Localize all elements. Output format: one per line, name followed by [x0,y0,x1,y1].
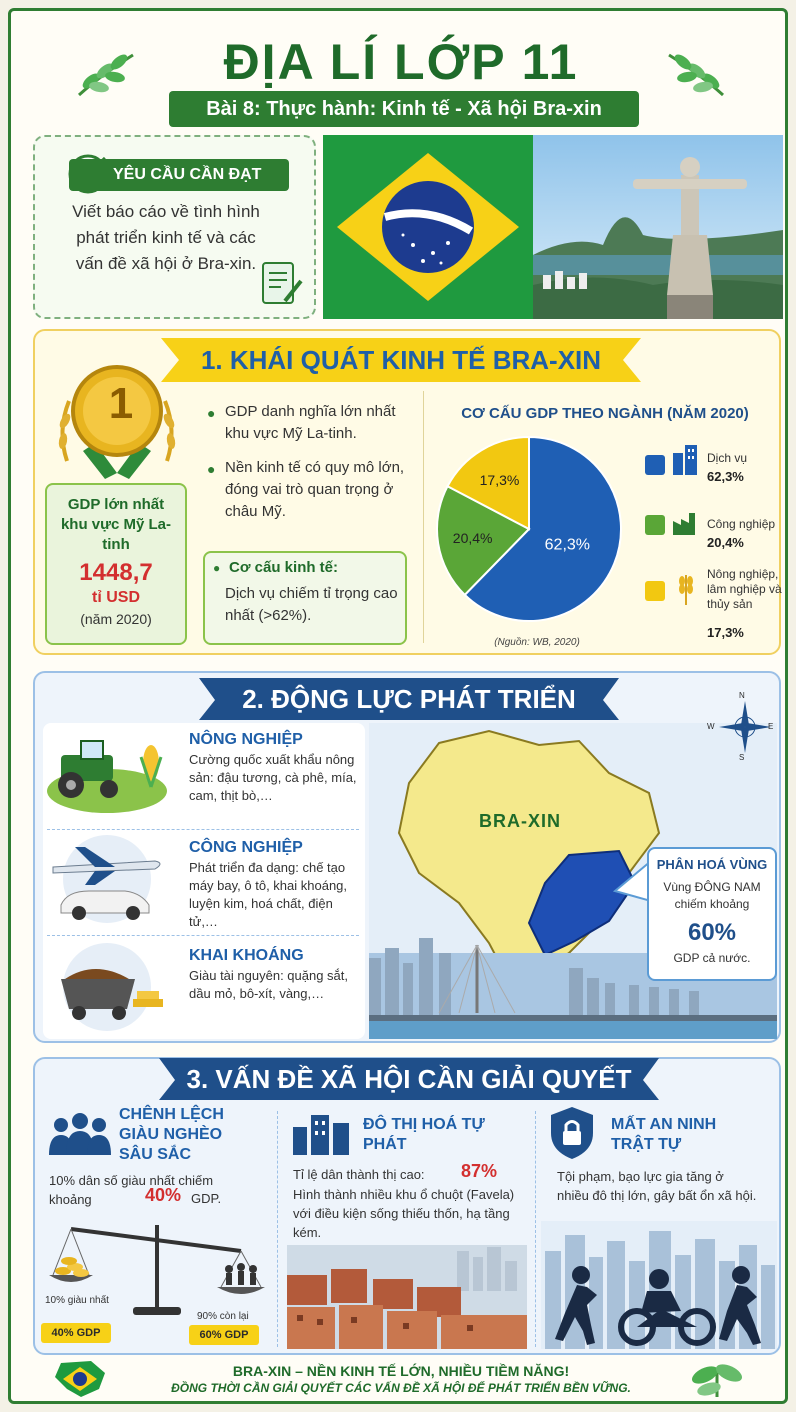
balance-scale-image [41,1215,273,1325]
gdp-value: 1448,7 [79,559,153,586]
compass-rose-icon [715,697,775,757]
chart-source: (Nguồn: WB, 2020) [494,637,580,648]
requirement-text: Viết báo cáo về tình hình phát triển kinh tế và các vấn đề xã hội ở Bra-xin. [72,202,260,273]
industry-title: CÔNG NGHIỆP [189,839,303,856]
city-buildings-icon [291,1111,353,1157]
agriculture-text: Cường quốc xuất khẩu nông sản: đậu tương, cà phê, mía, cam, thịt bò,… [189,752,357,803]
bullet-economy-scale: Nền kinh tế có quy mô lớn, đóng vai trò quan trọng ở châu Mỹ. [225,459,405,520]
people-group-icon [47,1113,113,1157]
bullet-dot: ● [207,405,216,421]
urbanization-favela-text: Hình thành nhiều khu ổ chuột (Favela) với điều kiện sống thiếu thốn, hạ tầng kém. [293,1187,515,1240]
inequality-text: 10% dân số giàu nhất chiếm khoảng [49,1173,214,1207]
inequality-percentage: 40% [145,1185,182,1205]
compass-w: W [707,722,715,731]
mining-cart-image [45,939,175,1033]
section3-title: 3. VẤN ĐỀ XÃ HỘI CẦN GIẢI QUYẾT [186,1064,632,1094]
scale-right-label: 90% còn lại [197,1311,249,1322]
divider [47,935,359,936]
rio-christ-redeemer-image [533,135,783,319]
brazil-map-flag-icon [51,1359,109,1399]
street-crime-image [541,1221,777,1349]
section1-divider [423,391,424,643]
pie-slice-label: 17,3% [479,472,520,489]
divider [535,1111,536,1347]
lesson-subtitle: Bài 8: Thực hành: Kinh tế - Xã hội Bra-xin [169,91,639,127]
legend-swatch-industry [645,515,665,535]
requirement-heading: YÊU CẦU CẦN ĐẠT [69,159,289,191]
economic-structure-text: Dịch vụ chiếm tỉ trọng cao nhất (>62%). [225,585,398,624]
scale-left-label: 10% giàu nhất [45,1295,109,1306]
plane-car-image [45,833,175,925]
gdp-year: (năm 2020) [80,611,152,627]
map-label-brazil: BRA-XIN [479,811,561,831]
medal-number: 1 [108,379,134,428]
divider [277,1111,278,1347]
pie-slice-label: 62,3% [544,536,591,554]
footer-line-1: BRA-XIN – NỀN KINH TẾ LỚN, NHIỀU TIỀM NĂNG! [232,1363,570,1379]
favela-image [287,1245,527,1349]
gdp-highlight-heading: GDP lớn nhất khu vực Mỹ La-tinh [60,496,172,553]
region-title: PHÂN HOÁ VÙNG [656,857,768,872]
legend-label-industry: Công nghiệp [707,517,776,531]
urbanization-text: Tỉ lệ dân thành thị cao: [293,1167,425,1182]
infographic-page [8,8,788,1404]
security-title: MẤT AN NINH TRẬT TỰ [611,1116,717,1153]
tractor-corn-image [45,727,175,815]
scale-right-tag: 60% GDP [189,1325,259,1345]
region-text-end: GDP cả nước. [673,951,751,965]
region-text: Vùng ĐÔNG NAM chiếm khoảng [663,880,761,911]
industry-text: Phát triển đa dạng: chế tạo máy bay, ô tô, khai khoáng, luyện kim, hoá chất, điện tử,… [189,860,348,929]
legend-value-industry: 20,4% [707,535,744,550]
pie-slice-label: 20,4% [452,529,493,546]
legend-label-services: Dịch vụ [707,451,748,465]
plant-sprout-icon [687,1357,747,1399]
agriculture-title: NÔNG NGHIỆP [189,731,303,748]
legend-value-agriculture: 17,3% [707,625,744,640]
legend-label-agriculture: Nông nghiệp, lâm nghiệp và thủy sản [707,567,782,611]
mining-title: KHAI KHOÁNG [189,947,304,964]
compass-e: E [768,722,774,731]
buildings-icon [671,443,701,477]
factory-icon [671,507,701,537]
security-text: Tội phạm, bạo lực gia tăng ở nhiều đô thị lớn, gây bất ổn xã hội. [557,1169,757,1203]
bullet-dot: ● [207,461,216,477]
brazil-flag [323,135,533,319]
callout-pointer [611,851,651,911]
compass-n: N [739,691,745,700]
page-title: ĐỊA LÍ LỚP 11 [223,34,579,90]
mining-text: Giàu tài nguyên: quặng sắt, dầu mỏ, bô-xít, vàng,… [189,968,349,1001]
economic-structure-heading: Cơ cấu kinh tế: [229,559,339,576]
section2-title: 2. ĐỘNG LỰC PHÁT TRIỂN [242,684,576,714]
wheat-icon [671,571,701,607]
inequality-text-end: GDP. [191,1191,222,1206]
bullet-dot: ● [213,561,221,575]
region-percentage: 60% [687,919,737,946]
divider [47,829,359,830]
gdp-structure-pie-chart [435,427,635,637]
scale-left-tag: 40% GDP [41,1323,111,1343]
legend-swatch-services [645,455,665,475]
urbanization-percentage: 87% [461,1161,498,1181]
footer-line-2: ĐỒNG THỜI CẦN GIẢI QUYẾT CÁC VẤN ĐỀ XÃ HỘI ĐỂ PHÁT TRIỂN BỀN VỮNG. [171,1381,631,1395]
legend-value-services: 62,3% [707,469,744,484]
urbanization-title: ĐÔ THỊ HOÁ TỰ PHÁT [363,1116,485,1153]
legend-swatch-agriculture [645,581,665,601]
chart-title: CƠ CẤU GDP THEO NGÀNH (NĂM 2020) [461,405,749,422]
inequality-title: CHÊNH LỆCH GIÀU NGHÈO SÂU SẮC [119,1106,224,1163]
compass-s: S [739,753,745,762]
section1-title: 1. KHÁI QUÁT KINH TẾ BRA-XIN [200,345,602,375]
gdp-unit: tỉ USD [92,589,140,606]
security-shield-lock-icon [547,1105,597,1161]
bullet-gdp-largest: GDP danh nghĩa lớn nhất khu vực Mỹ La-tinh. [225,403,396,442]
report-document-icon [259,259,305,309]
